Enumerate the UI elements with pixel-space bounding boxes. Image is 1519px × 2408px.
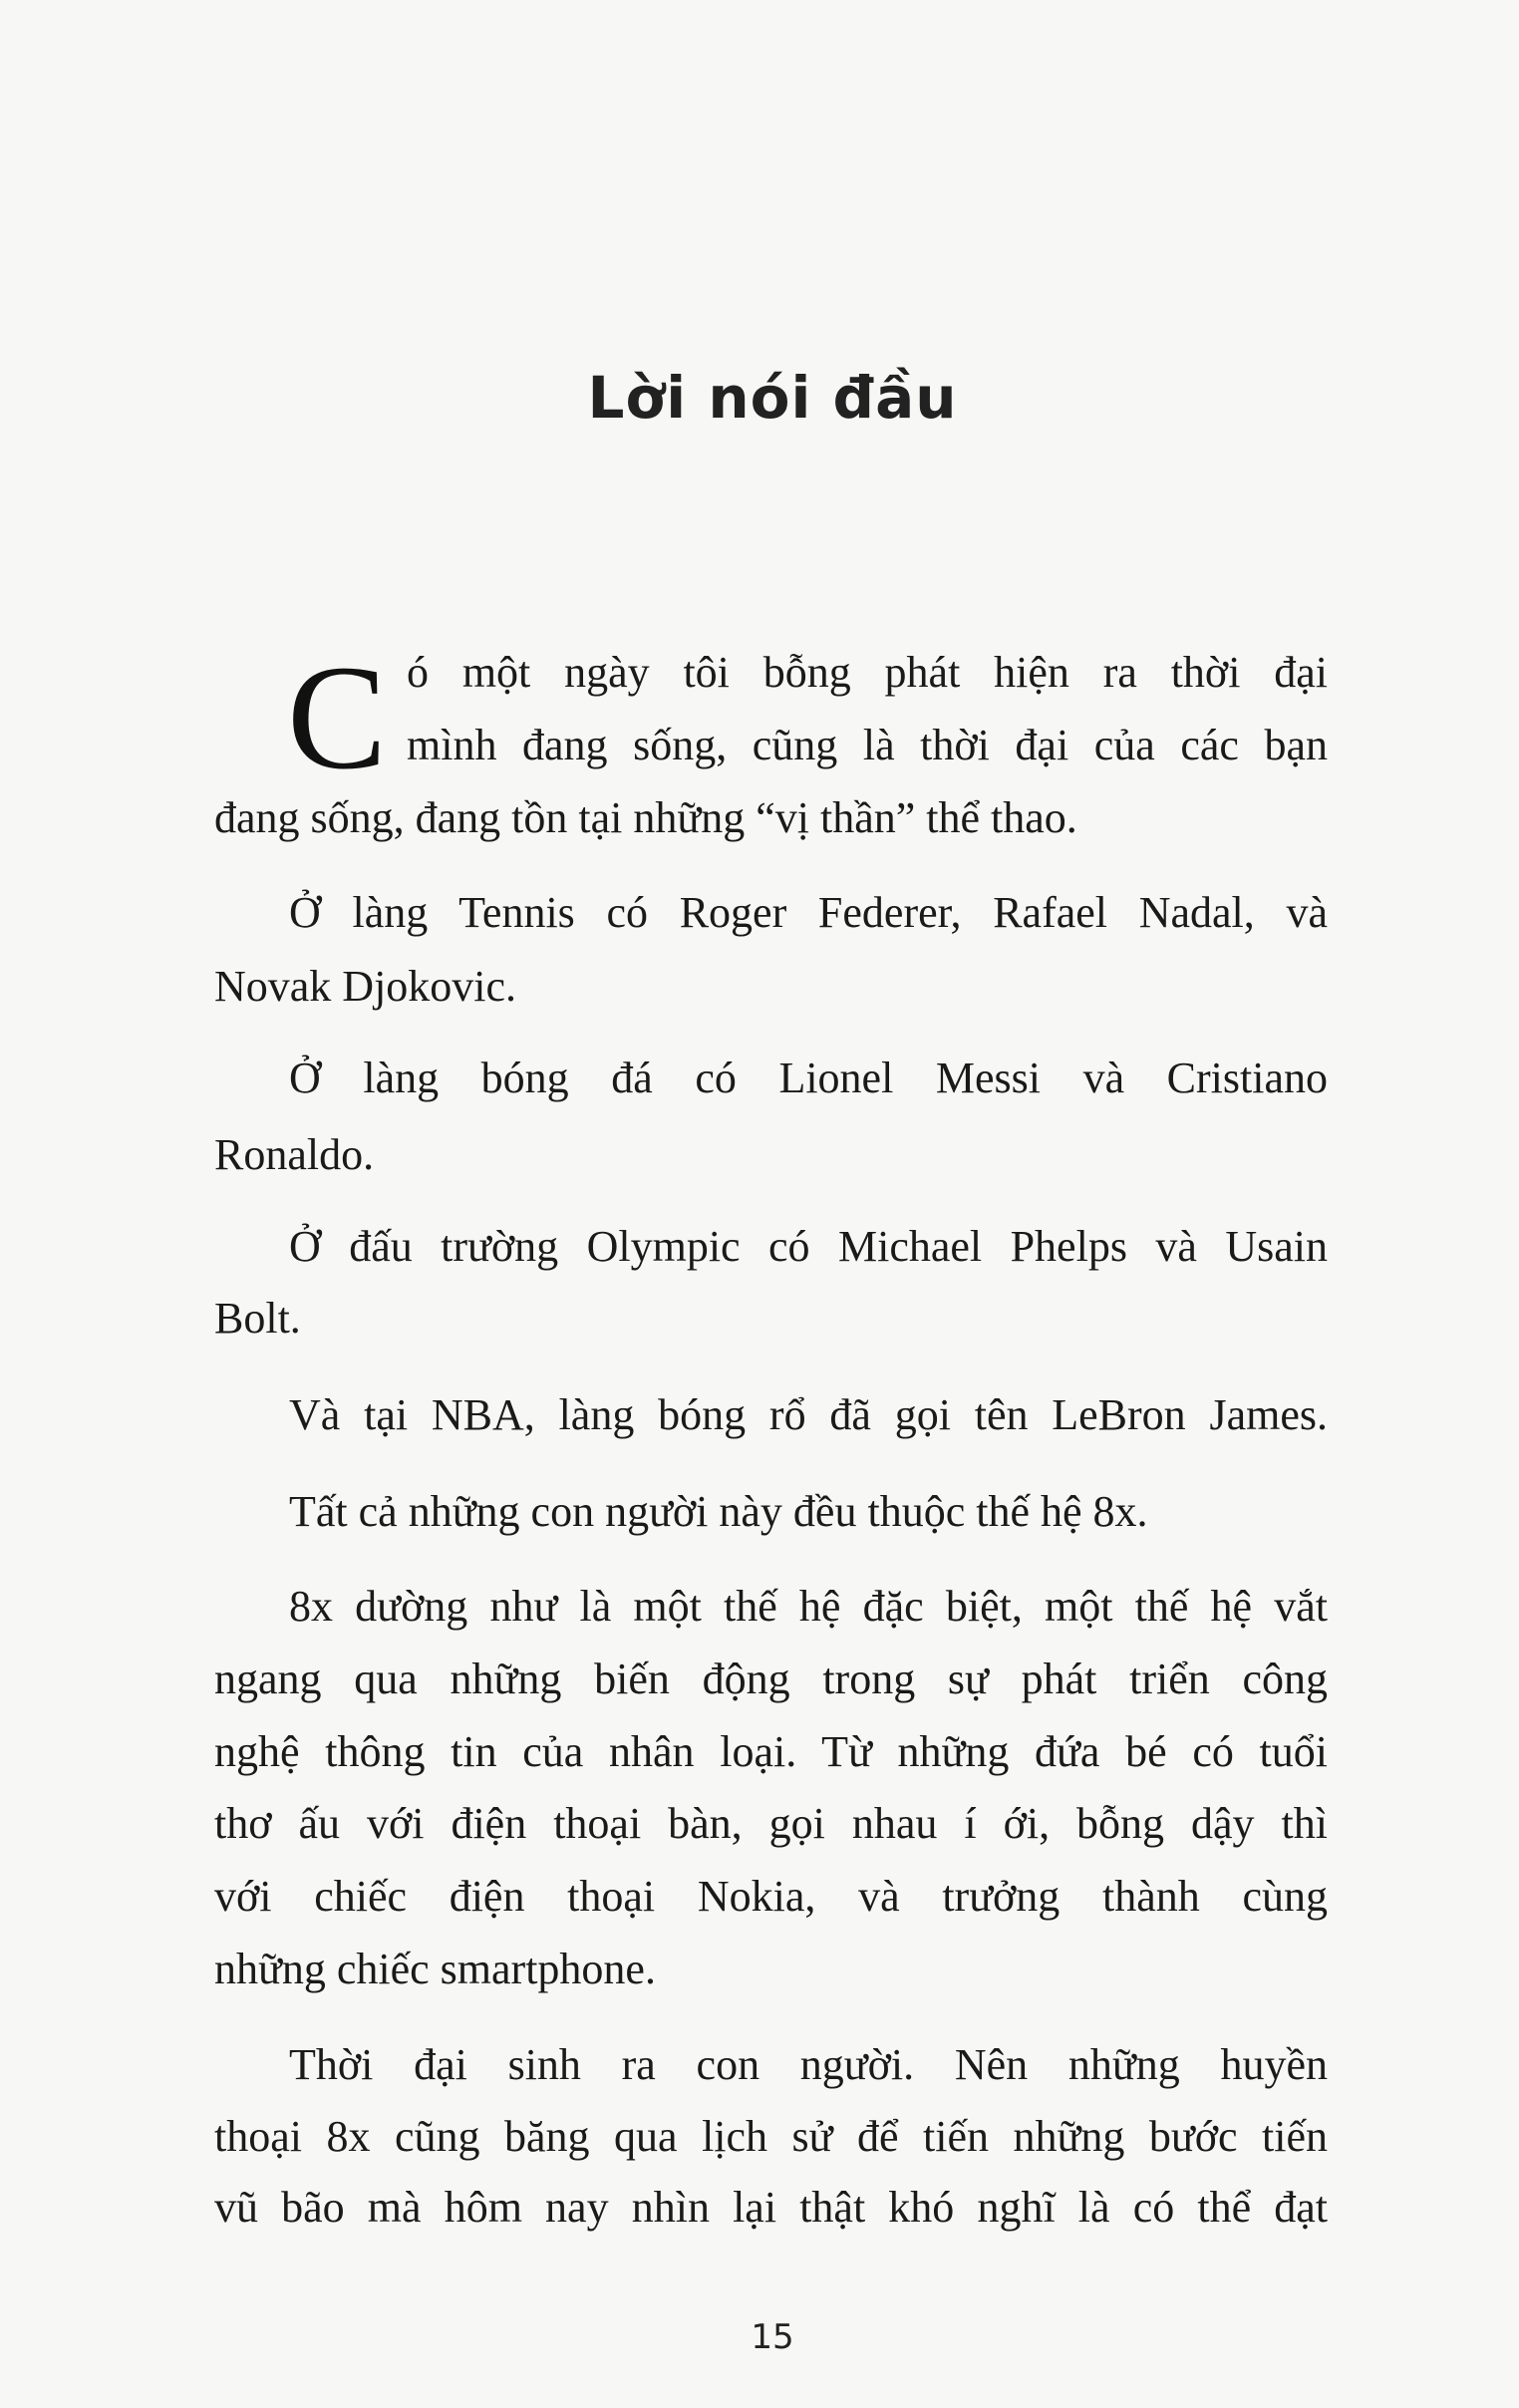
text-line: vũ bão mà hôm nay nhìn lại thật khó nghĩ là có thể đạt xyxy=(214,2183,1328,2232)
text-line: ngang qua những biến động trong sự phát triển công xyxy=(214,1655,1328,1703)
text-line: với chiếc điện thoại Nokia, và trưởng thành cùng xyxy=(214,1872,1328,1921)
text-line: thoại 8x cũng băng qua lịch sử để tiến những bước tiến xyxy=(214,2112,1328,2161)
text-line: mình đang sống, cũng là thời đại của các bạn xyxy=(407,721,1328,769)
text-line: thơ ấu với điện thoại bàn, gọi nhau í ới, bỗng dậy thì xyxy=(214,1799,1328,1848)
text-line: nghệ thông tin của nhân loại. Từ những đứa bé có tuổi xyxy=(214,1727,1328,1776)
text-line: Ở làng bóng đá có Lionel Messi và Cristiano xyxy=(289,1054,1328,1102)
text-line: Novak Djokovic. xyxy=(214,962,517,1011)
text-line: những chiếc smartphone. xyxy=(214,1945,656,1993)
page-number: 15 xyxy=(751,2317,794,2357)
text-line: Và tại NBA, làng bóng rổ đã gọi tên LeBron James. xyxy=(289,1390,1328,1439)
text-line: đang sống, đang tồn tại những “vị thần” thể thao. xyxy=(214,793,1077,842)
text-line: Tất cả những con người này đều thuộc thế hệ 8x. xyxy=(289,1487,1148,1536)
chapter-title: Lời nói đầu xyxy=(587,364,958,432)
text-line: Bolt. xyxy=(214,1294,301,1343)
text-line: 8x dường như là một thế hệ đặc biệt, một thế hệ vắt xyxy=(289,1582,1328,1631)
drop-cap: C xyxy=(287,635,388,800)
text-line: Ronaldo. xyxy=(214,1130,375,1179)
text-line: ó một ngày tôi bỗng phát hiện ra thời đại xyxy=(407,648,1328,697)
text-line: Ở làng Tennis có Roger Federer, Rafael Nadal, và xyxy=(289,888,1328,937)
text-line: Ở đấu trường Olympic có Michael Phelps và Usain xyxy=(289,1222,1328,1271)
text-line: Thời đại sinh ra con người. Nên những huyền xyxy=(289,2040,1328,2089)
